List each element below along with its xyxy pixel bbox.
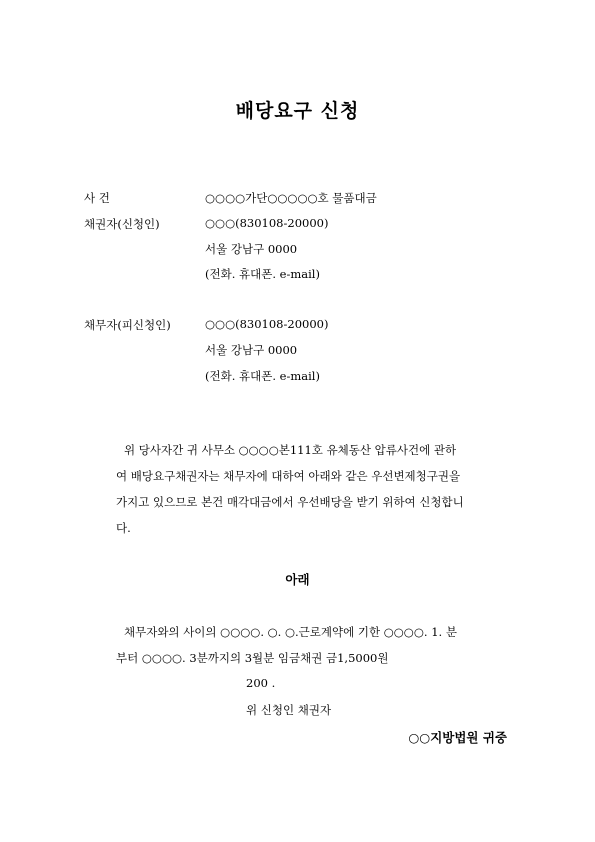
body-line-2: 여 배당요구채권자는 채무자에 대하여 아래와 같은 우선변제청구권을 — [116, 469, 461, 483]
case-label: 사 건 — [84, 191, 110, 205]
below-heading: 아래 — [285, 572, 310, 587]
body-line-3: 가지고 있으므로 본건 매각대금에서 우선배당을 받기 위하여 신청합니 — [116, 495, 464, 509]
creditor-contact: (전화. 휴대폰. e-mail) — [205, 267, 320, 281]
document-title: 배당요구 신청 — [235, 100, 360, 122]
body-line-1: 위 당사자간 귀 사무소 ○○○○본111호 유체동산 압류사건에 관하 — [124, 443, 457, 457]
debtor-label: 채무자(피신청인) — [84, 318, 171, 332]
details-line-1: 채무자와의 사이의 ○○○○. ○. ○.근로계약에 기한 ○○○○. 1. 분 — [124, 625, 457, 639]
debtor-name: ○○○(830108-20000) — [205, 317, 329, 331]
application-date: 200 . — [246, 676, 276, 690]
debtor-contact: (전화. 휴대폰. e-mail) — [205, 369, 320, 383]
creditor-label: 채권자(신청인) — [84, 217, 160, 231]
creditor-name: ○○○(830108-20000) — [205, 216, 329, 230]
body-line-4: 다. — [116, 521, 131, 535]
court-addressee: ○○지방법원 귀중 — [408, 730, 507, 745]
signer-line: 위 신청인 채권자 — [246, 703, 332, 717]
case-value: ○○○○가단○○○○○호 물품대금 — [205, 191, 377, 205]
debtor-address: 서울 강남구 0000 — [205, 343, 298, 357]
creditor-address: 서울 강남구 0000 — [205, 242, 298, 256]
details-line-2: 부터 ○○○○. 3분까지의 3월분 임금채권 금1,5000원 — [116, 651, 389, 665]
